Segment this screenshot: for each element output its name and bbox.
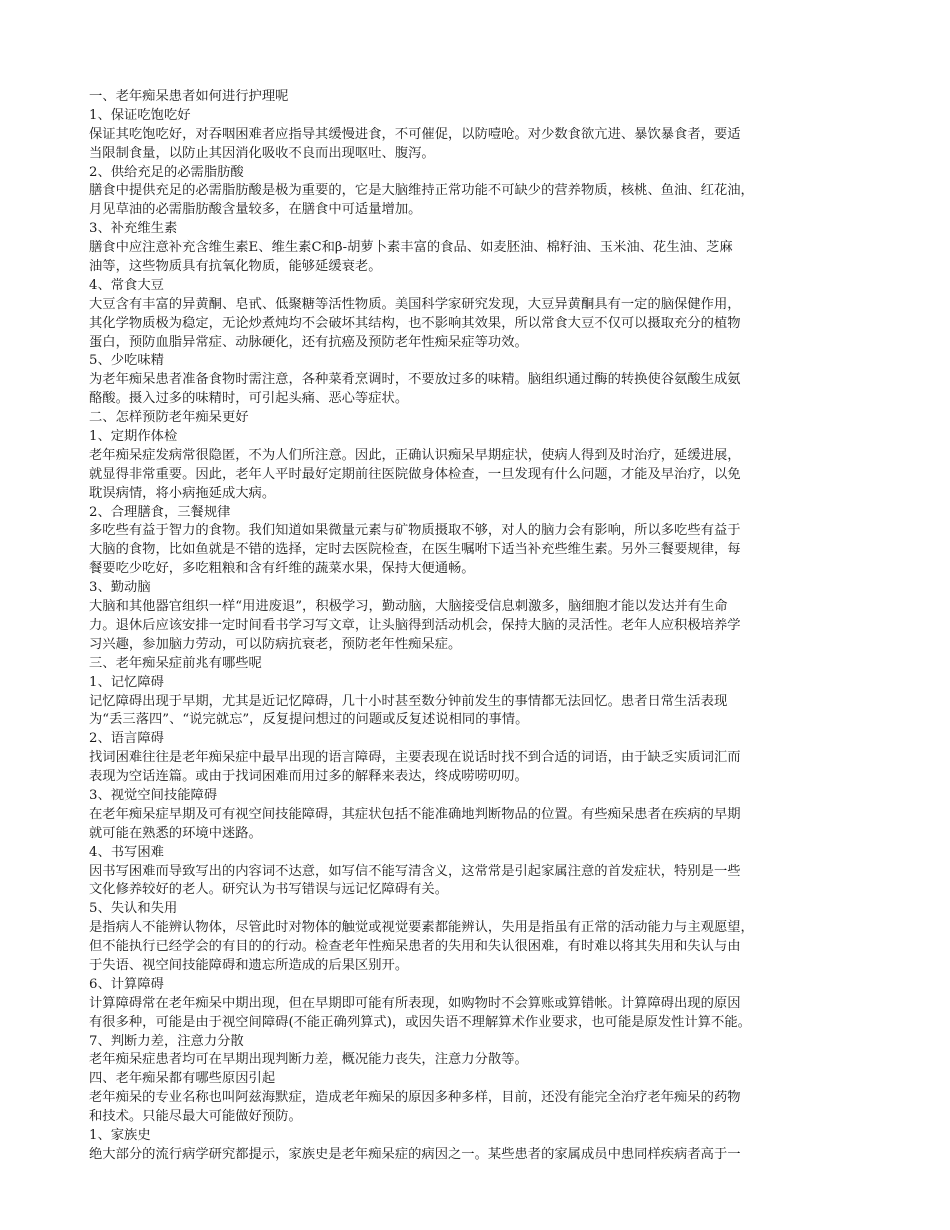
subheading: 4、常食大豆: [89, 277, 164, 293]
paragraph-line: 找词困难往往是老年痴呆症中最早出现的语言障碍，主要表现在说话时找不到合适的词语，由于缺乏实质词汇而: [89, 750, 741, 766]
paragraph-line: 餐要吃少吃好，多吃粗粮和含有纤维的蔬菜水果，保持大便通畅。: [89, 561, 475, 577]
paragraph-line: 表现为空话连篇。或由于找词困难而用过多的解释来表达，终成唠唠叨叨。: [89, 769, 528, 785]
subheading: 1、定期作体检: [89, 429, 178, 445]
paragraph-line: 计算障碍常在老年痴呆中期出现，但在早期即可能有所表现，如购物时不会算账或算错帐。计算障碍出现的原因: [89, 995, 741, 1011]
paragraph-line: 绝大部分的流行病学研究都提示，家族史是老年痴呆症的病因之一。某些患者的家属成员中患同样疾病者高于一: [89, 1146, 741, 1162]
paragraph-line: 其化学物质极为稳定，无论炒煮炖均不会破坏其结构，也不影响其效果，所以常食大豆不仅可以摄取充分的植物: [89, 315, 741, 331]
paragraph-line: 和技术。只能尽最大可能做好预防。: [89, 1109, 302, 1125]
paragraph-line: 就可能在熟悉的环境中迷路。: [89, 825, 262, 841]
subheading: 1、家族史: [89, 1127, 151, 1143]
paragraph-line: 就显得非常重要。因此，老年人平时最好定期前往医院做身体检查，一旦发现有什么问题，才能及早治疗，以免: [89, 466, 741, 482]
subheading: 3、补充维生素: [89, 221, 178, 237]
paragraph-line: 为老年痴呆患者准备食物时需注意，各种菜肴烹调时，不要放过多的味精。脑组织通过酶的转换使谷氨酸生成氨: [89, 372, 741, 388]
paragraph-line: 蛋白，预防血脂异常症、动脉硬化，还有抗癌及预防老年性痴呆症等功效。: [89, 334, 528, 350]
section-heading: 三、老年痴呆症前兆有哪些呢: [89, 655, 262, 671]
subheading: 5、少吃味精: [89, 353, 164, 369]
paragraph-line: 多吃些有益于智力的食物。我们知道如果微量元素与矿物质摄取不够，对人的脑力会有影响，所以多吃些有益于: [89, 523, 741, 539]
paragraph-line: 酪酸。摄入过多的味精时，可引起头痛、恶心等症状。: [89, 391, 409, 407]
paragraph-line: 大脑和其他器官组织一样“用进废退”，积极学习，勤动脑，大脑接受信息刺激多，脑细胞才能以发达并有生命: [89, 599, 728, 615]
paragraph-line: 为“丢三落四”、“说完就忘”，反复提问想过的问题或反复述说相同的事情。: [89, 712, 529, 728]
subheading: 6、计算障碍: [89, 976, 164, 992]
section-heading: 一、老年痴呆患者如何进行护理呢: [89, 89, 289, 104]
document-body: [89, 88, 851, 1165]
paragraph-line: 但不能执行已经学会的有目的的行动。检查老年性痴呆患者的失用和失认很困难，有时难以将其失用和失认与由: [89, 939, 741, 955]
subheading: 1、记忆障碍: [89, 674, 164, 690]
subheading: 2、语言障碍: [89, 731, 164, 747]
paragraph-line: 当限制食量，以防止其因消化吸收不良而出现呕吐、腹泻。: [89, 145, 435, 161]
subheading: 1、保证吃饱吃好: [89, 107, 191, 123]
subheading: 2、合理膳食，三餐规律: [89, 504, 231, 520]
section-heading: 四、老年痴呆都有哪些原因引起: [89, 1071, 276, 1087]
paragraph-line: 在老年痴呆症早期及可有视空间技能障碍，其症状包括不能准确地判断物品的位置。有些痴呆患者在疾病的早期: [89, 806, 741, 822]
paragraph-line: 老年痴呆症患者均可在早期出现判断力差，概况能力丧失，注意力分散等。: [89, 1052, 528, 1068]
subheading: 2、供给充足的必需脂肪酸: [89, 164, 244, 180]
paragraph-line: 力。退休后应该安排一定时间看书学习写文章，让头脑得到活动机会，保持大脑的灵活性。老年人应积极培养学: [89, 617, 741, 633]
paragraph-line: 因书写困难而导致写出的内容词不达意，如写信不能写清含义，这常常是引起家属注意的首发症状，特别是一些: [89, 863, 741, 879]
paragraph-line: 老年痴呆症发病常很隐匿，不为人们所注意。因此，正确认识痴呆早期症状，使病人得到及时治疗，延缓进展，: [89, 447, 741, 463]
subheading: 5、失认和失用: [89, 901, 178, 917]
paragraph-line: 耽误病情，将小病拖延成大病。: [89, 485, 276, 501]
subheading: 4、书写困难: [89, 844, 164, 860]
paragraph-line: 于失语、视空间技能障碍和遗忘所造成的后果区别开。: [89, 957, 409, 973]
subheading: 3、勤动脑: [89, 580, 151, 596]
paragraph-line: 记忆障碍出现于早期，尤其是近记忆障碍，几十小时甚至数分钟前发生的事情都无法回忆。患者日常生活表现: [89, 693, 728, 709]
subheading: 3、视觉空间技能障碍: [89, 787, 218, 803]
paragraph-line: 文化修养较好的老人。研究认为书写错误与远记忆障碍有关。: [89, 882, 449, 898]
paragraph-line: 老年痴呆的专业名称也叫阿兹海默症，造成老年痴呆的原因多种多样，目前，还没有能完全治疗老年痴呆的药物: [89, 1090, 741, 1106]
paragraph-line: 油等，这些物质具有抗氧化物质，能够延缓衰老。: [89, 259, 382, 275]
paragraph-line: 膳食中提供充足的必需脂肪酸是极为重要的，它是大脑维持正常功能不可缺少的营养物质，核桃、鱼油、红花油，: [89, 183, 754, 199]
paragraph-line: 有很多种，可能是由于视空间障碍(不能正确列算式)，或因失语不理解算术作业要求，也可能是原发性计算不能。: [89, 1014, 751, 1030]
section-heading: 二、怎样预防老年痴呆更好: [89, 410, 249, 426]
paragraph-line: 月见草油的必需脂肪酸含量较多，在膳食中可适量增加。: [89, 202, 422, 218]
paragraph-line: 是指病人不能辨认物体，尽管此时对物体的触觉或视觉要素都能辨认，失用是指虽有正常的活动能力与主观愿望，: [89, 920, 754, 936]
paragraph-line: 习兴趣，参加脑力劳动，可以防病抗衰老，预防老年性痴呆症。: [89, 636, 462, 652]
subheading: 7、判断力差，注意力分散: [89, 1033, 244, 1049]
paragraph-line: 大脑的食物，比如鱼就是不错的选择，定时去医院检查，在医生嘱咐下适当补充些维生素。另外三餐要规律，每: [89, 542, 741, 558]
paragraph-line: 大豆含有丰富的异黄酮、皂甙、低聚糖等活性物质。美国科学家研究发现，大豆异黄酮具有一定的脑保健作用，: [89, 296, 741, 312]
paragraph-line: 保证其吃饱吃好，对吞咽困难者应指导其缓慢进食，不可催促，以防噎呛。对少数食欲亢进、暴饮暴食者，要适: [89, 126, 741, 142]
paragraph-line: 膳食中应注意补充含维生素E、维生素C和β-胡萝卜素丰富的食品、如麦胚油、棉籽油、玉米油、花生油、芝麻: [89, 240, 733, 256]
